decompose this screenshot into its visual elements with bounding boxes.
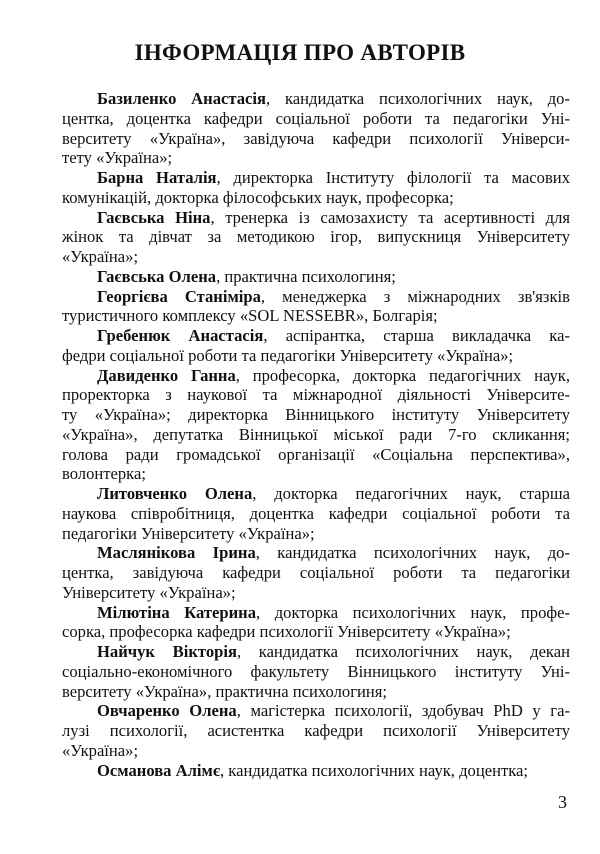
- author-entry: [62, 287, 570, 327]
- author-entry: [62, 366, 570, 485]
- author-name: Маслянікова Ірина: [97, 543, 256, 563]
- author-entry: [62, 208, 570, 267]
- author-description: федри соціальної роботи та педагогіки Університету «Україна»;: [62, 345, 514, 365]
- author-entry: [62, 603, 570, 643]
- text-line: [62, 464, 570, 484]
- author-description: «Україна»;: [62, 247, 139, 266]
- page-number: 3: [558, 792, 567, 812]
- author-description: , кандидатка психологічних наук, до-: [266, 89, 570, 108]
- text-line: [62, 682, 570, 702]
- author-description: , професорка, докторка педагогічних наук,: [235, 365, 570, 385]
- text-line: [62, 563, 570, 583]
- text-line: [62, 129, 570, 149]
- text-line: [62, 524, 570, 544]
- text-line: [62, 188, 570, 208]
- author-entry: [62, 89, 570, 168]
- text-line: [62, 306, 570, 326]
- author-description: , кандидатка психологічних наук, доцентка;: [220, 760, 529, 780]
- text-line: [62, 208, 570, 228]
- author-description: ту «Україна»; директорка Вінницького інституту Університету: [62, 405, 570, 424]
- author-name: Овчаренко Олена: [97, 701, 237, 721]
- text-line: [62, 761, 570, 781]
- author-entry: [62, 168, 570, 208]
- author-description: , тренерка із самозахисту та асертивності для: [210, 207, 571, 227]
- author-description: наукова співробітниця, доцентка кафедри соціальної роботи та: [62, 503, 570, 523]
- author-name: Барна Наталія: [97, 168, 217, 187]
- author-description: , кандидатка психологічних наук, до-: [255, 543, 570, 563]
- text-line: [62, 168, 570, 188]
- text-line: [62, 484, 570, 504]
- author-description: верситету «Україна», завідуюча кафедри психології Універси-: [62, 128, 570, 148]
- author-entry: [62, 761, 570, 781]
- author-description: , докторка психологічних наук, профе-: [256, 602, 571, 622]
- author-name: Мілютіна Катерина: [97, 602, 257, 622]
- author-name: Георгієва Станіміра: [97, 286, 261, 306]
- text-line: [62, 148, 570, 168]
- author-description: , кандидатка психологічних наук, декан: [236, 642, 570, 661]
- author-description: , менеджерка з міжнародних зв'язків: [260, 286, 570, 306]
- author-description: центка, доцентка кафедри соціальної роботи та педагогіки Уні-: [62, 108, 570, 128]
- text-line: [62, 109, 570, 129]
- author-description: лузі психології, асистентка кафедри психології Університету: [62, 721, 570, 740]
- author-name: Гаєвська Ніна: [97, 207, 211, 227]
- author-entry: [62, 484, 570, 543]
- author-description: , магістерка психології, здобувач PhD у га-: [236, 701, 570, 721]
- author-description: , докторка педагогічних наук, старша: [252, 484, 570, 503]
- author-name: Гаєвська Олена: [97, 266, 217, 286]
- author-description: верситету «Україна», практична психологиня;: [62, 681, 388, 701]
- author-description: педагогіки Університету «Україна»;: [62, 523, 315, 543]
- text-line: [62, 445, 570, 465]
- author-description: тету «Україна»;: [62, 148, 173, 168]
- author-entry: [62, 267, 570, 287]
- text-line: [62, 287, 570, 307]
- text-line: [62, 662, 570, 682]
- author-description: туристичного комплексу «SOL NESSEBR», Болгарія;: [62, 306, 438, 326]
- text-line: [62, 267, 570, 287]
- author-description: волонтерка;: [62, 464, 146, 484]
- text-line: [62, 642, 570, 662]
- text-line: [62, 366, 570, 386]
- text-line: [62, 543, 570, 563]
- author-name: Османова Алімє: [97, 760, 220, 780]
- author-entry: [62, 326, 570, 366]
- author-name: Литовченко Олена: [97, 484, 253, 503]
- text-line: [62, 405, 570, 425]
- author-description: , аспірантка, старша викладачка ка-: [263, 326, 571, 345]
- text-line: [62, 227, 570, 247]
- author-description: соціально-економічного факультету Вінницького інституту Уні-: [62, 661, 570, 681]
- author-entry: [62, 642, 570, 701]
- author-entry: [62, 701, 570, 760]
- text-line: [62, 326, 570, 346]
- author-description: «Україна»;: [62, 740, 139, 760]
- text-line: [62, 89, 570, 109]
- author-description: , директорка Інституту філології та масових: [216, 168, 570, 187]
- authors-list: [62, 89, 570, 780]
- text-line: [62, 701, 570, 721]
- author-entry: [62, 543, 570, 602]
- author-description: «Україна», депутатка Вінницької міської ради 7-го скликання;: [62, 424, 570, 444]
- page-title: ІНФОРМАЦІЯ ПРО АВТОРІВ: [134, 40, 466, 65]
- text-line: [62, 247, 570, 267]
- author-description: , практична психологиня;: [216, 266, 396, 286]
- author-description: проректорка з наукової та міжнародної діяльності Університе-: [62, 385, 570, 405]
- text-line: [62, 346, 570, 366]
- text-line: [62, 721, 570, 741]
- text-line: [62, 622, 570, 642]
- author-description: комунікацій, докторка філософських наук, професорка;: [62, 187, 454, 207]
- author-name: Найчук Вікторія: [97, 642, 237, 661]
- text-line: [62, 583, 570, 603]
- text-line: [62, 504, 570, 524]
- author-name: Гребенюк Анастасія: [97, 326, 264, 345]
- author-description: жінок та дівчат за методикою ігор, випускниця Університету: [62, 227, 570, 247]
- text-line: [62, 741, 570, 761]
- author-description: центка, завідуюча кафедри соціальної роботи та педагогіки: [62, 563, 570, 582]
- author-description: голова ради громадської організації «Соціальна перспектива»,: [62, 444, 570, 464]
- author-description: сорка, професорка кафедри психології Університету «Україна»;: [62, 622, 511, 642]
- text-line: [62, 603, 570, 623]
- text-line: [62, 385, 570, 405]
- text-line: [62, 425, 570, 445]
- author-description: Університету «Україна»;: [62, 582, 236, 602]
- author-name: Давиденко Ганна: [97, 365, 236, 385]
- author-name: Базиленко Анастасія: [97, 89, 266, 108]
